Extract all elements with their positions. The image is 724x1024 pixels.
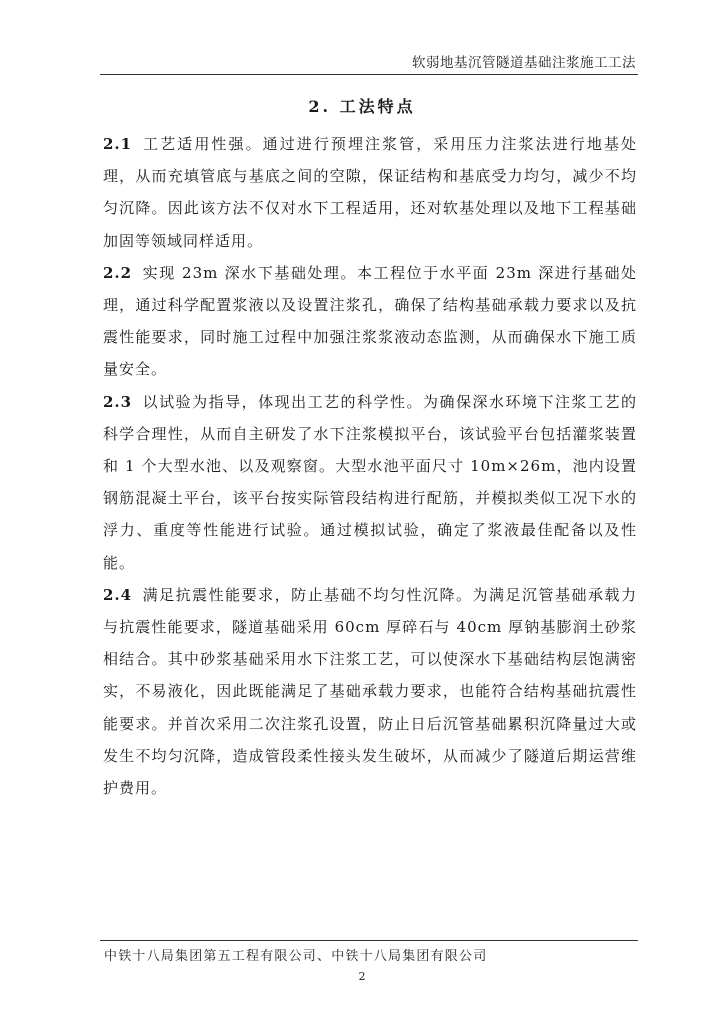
- page-header: [100, 44, 638, 75]
- section-title: 2. 工法特点: [308, 97, 416, 116]
- paragraph-number: 2.2: [103, 263, 133, 282]
- footer-company: 中铁十八局集团第五工程有限公司、中铁十八局集团有限公司: [104, 949, 488, 964]
- page-number: 2: [358, 970, 366, 983]
- document-body: [103, 128, 637, 804]
- paragraph-2-3: [103, 386, 637, 579]
- paragraph-text: 以试验为指导，体现出工艺的科学性。为确保深水环境下注浆工艺的科学合理性，从而自主研发了水下注浆模拟平台，该试验平台包括灌浆装置和 1 个大型水池、以及观察窗。大型水池平面尺寸 10m×26m，池内设置钢筋混凝土平台，该平台按实际管段结构进行配筋，并模拟类似工况下水的浮力、重度等性能进行试验。通过模拟试验，确定了浆液最佳配备以及性能。: [103, 392, 637, 572]
- paragraph-number: 2.3: [103, 392, 133, 411]
- paragraph-2-1: [103, 128, 637, 257]
- paragraph-2-2: [103, 257, 637, 386]
- paragraph-text: 工艺适用性强。通过进行预埋注浆管，采用压力注浆法进行地基处理，从而充填管底与基底之间的空隙，保证结构和基底受力均匀，减少不均匀沉降。因此该方法不仅对水下工程适用，还对软基处理以及地下工程基础加固等领域同样适用。: [103, 135, 637, 250]
- paragraph-text: 满足抗震性能要求，防止基础不均匀性沉降。为满足沉管基础承载力与抗震性能要求，隧道基础采用 60cm 厚碎石与 40cm 厚钠基膨润土砂浆相结合。其中砂浆基础采用水下注浆工艺，可以使深水下基础结构层饱满密实，不易液化，因此既能满足了基础承载力要求，也能符合结构基础抗震性能要求。并首次采用二次注浆孔设置，防止日后沉管基础累积沉降量过大或发生不均匀沉降，造成管段柔性接头发生破坏，从而减少了隧道后期运营维护费用。: [103, 585, 637, 798]
- paragraph-number: 2.1: [103, 135, 133, 153]
- page-footer: [100, 940, 638, 964]
- paragraph-text: 实现 23m 深水下基础处理。本工程位于水平面 23m 深进行基础处理，通过科学配置浆液以及设置注浆孔，确保了结构基础承载力要求以及抗震性能要求，同时施工过程中加强注浆浆液动态监测，从而确保水下施工质量安全。: [103, 263, 637, 379]
- header-title: 软弱地基沉管隧道基础注浆施工工法: [412, 55, 636, 71]
- paragraph-number: 2.4: [103, 585, 133, 604]
- paragraph-2-4: [103, 579, 637, 804]
